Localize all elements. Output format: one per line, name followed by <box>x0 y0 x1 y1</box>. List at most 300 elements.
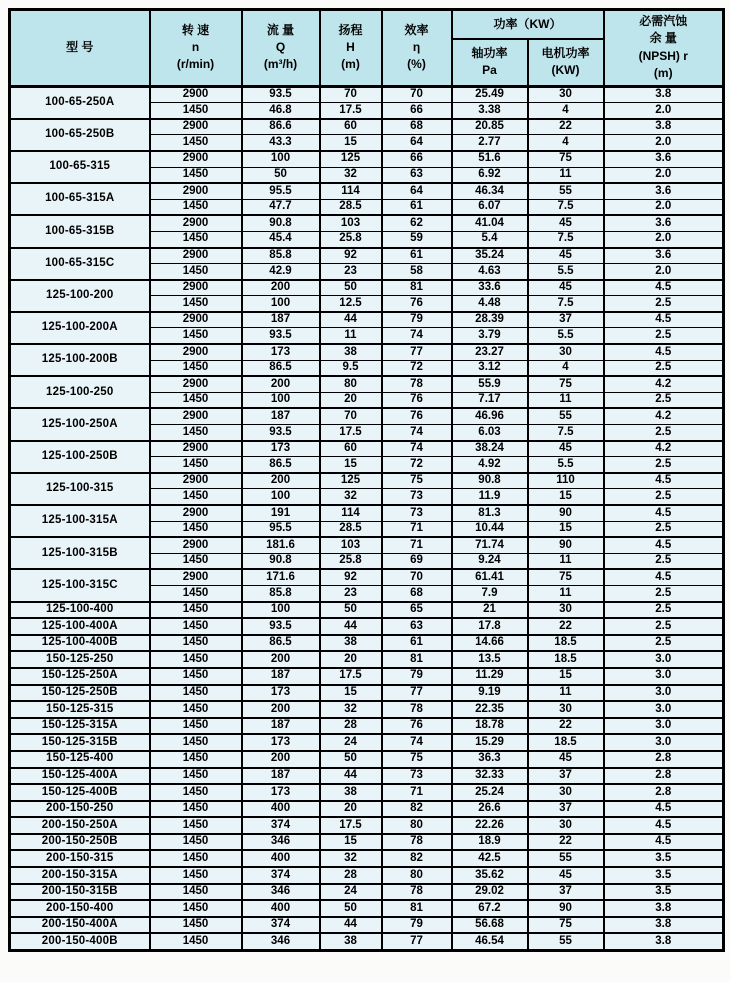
model-cell: 100-65-315C <box>10 248 150 280</box>
model-cell: 150-125-315A <box>10 718 150 735</box>
header-symbol: n <box>191 40 200 55</box>
data-cell: 60 <box>320 441 382 457</box>
data-cell: 86.5 <box>242 635 320 652</box>
data-cell: 2900 <box>150 344 242 360</box>
data-cell: 32.33 <box>452 768 528 785</box>
data-cell: 82 <box>382 801 452 818</box>
data-cell: 86.6 <box>242 119 320 135</box>
data-cell: 45 <box>528 280 604 296</box>
data-cell: 11 <box>528 685 604 702</box>
data-cell: 80 <box>382 817 452 834</box>
data-cell: 42.9 <box>242 264 320 280</box>
data-cell: 3.8 <box>604 86 724 103</box>
data-cell: 20 <box>320 801 382 818</box>
data-cell: 20 <box>320 392 382 408</box>
header-label: 型 号 <box>66 40 94 55</box>
table-row <box>10 734 724 751</box>
data-cell: 65 <box>382 602 452 619</box>
data-cell: 17.8 <box>452 618 528 635</box>
data-cell: 45.4 <box>242 231 320 247</box>
data-cell: 41.04 <box>452 215 528 231</box>
data-cell: 28.5 <box>320 199 382 215</box>
data-cell: 2.0 <box>604 135 724 151</box>
data-cell: 18.9 <box>452 834 528 851</box>
table-row <box>10 215 724 231</box>
data-cell: 74 <box>382 441 452 457</box>
data-cell: 3.8 <box>604 119 724 135</box>
data-cell: 75 <box>528 376 604 392</box>
data-cell: 2900 <box>150 119 242 135</box>
data-cell: 81 <box>382 651 452 668</box>
data-cell: 18.5 <box>528 734 604 751</box>
data-cell: 78 <box>382 884 452 901</box>
data-cell: 1450 <box>150 850 242 867</box>
data-cell: 6.92 <box>452 167 528 183</box>
data-cell: 50 <box>320 280 382 296</box>
data-cell: 14.66 <box>452 635 528 652</box>
data-cell: 3.6 <box>604 248 724 264</box>
data-cell: 1450 <box>150 933 242 950</box>
data-cell: 50 <box>320 751 382 768</box>
model-cell: 200-150-250 <box>10 801 150 818</box>
data-cell: 100 <box>242 296 320 312</box>
data-cell: 9.5 <box>320 360 382 376</box>
table-row <box>10 751 724 768</box>
data-cell: 20.85 <box>452 119 528 135</box>
header-symbol: (NPSH) r <box>638 48 688 63</box>
data-cell: 1450 <box>150 884 242 901</box>
table-row <box>10 183 724 199</box>
data-cell: 187 <box>242 408 320 424</box>
data-cell: 90.8 <box>242 215 320 231</box>
data-cell: 74 <box>382 734 452 751</box>
table-row <box>10 248 724 264</box>
data-cell: 10.44 <box>452 521 528 537</box>
data-cell: 2.5 <box>604 296 724 312</box>
data-cell: 61.41 <box>452 569 528 585</box>
data-cell: 95.5 <box>242 183 320 199</box>
data-cell: 32 <box>320 167 382 183</box>
model-cell: 125-100-250B <box>10 441 150 473</box>
data-cell: 30 <box>528 86 604 103</box>
model-cell: 150-125-400A <box>10 768 150 785</box>
model-cell: 125-100-315 <box>10 473 150 505</box>
data-cell: 24 <box>320 734 382 751</box>
data-cell: 4.5 <box>604 834 724 851</box>
col-header-head <box>320 10 382 87</box>
data-cell: 110 <box>528 473 604 489</box>
data-cell: 1450 <box>150 296 242 312</box>
data-cell: 95.5 <box>242 521 320 537</box>
data-cell: 4.5 <box>604 817 724 834</box>
data-cell: 200 <box>242 376 320 392</box>
data-cell: 3.0 <box>604 718 724 735</box>
model-cell: 200-150-315 <box>10 850 150 867</box>
data-cell: 2.5 <box>604 457 724 473</box>
table-row <box>10 312 724 328</box>
header-symbol: H <box>346 40 355 55</box>
header-unit: (m) <box>341 57 360 72</box>
data-cell: 63 <box>382 618 452 635</box>
data-cell: 2900 <box>150 569 242 585</box>
model-cell: 125-100-315A <box>10 505 150 537</box>
table-row <box>10 537 724 553</box>
data-cell: 2.0 <box>604 231 724 247</box>
table-row <box>10 817 724 834</box>
data-cell: 93.5 <box>242 328 320 344</box>
data-cell: 200 <box>242 280 320 296</box>
data-cell: 86.5 <box>242 457 320 473</box>
data-cell: 173 <box>242 685 320 702</box>
data-cell: 181.6 <box>242 537 320 553</box>
data-cell: 1450 <box>150 392 242 408</box>
data-cell: 4.2 <box>604 408 724 424</box>
data-cell: 30 <box>528 701 604 718</box>
data-cell: 187 <box>242 312 320 328</box>
data-cell: 114 <box>320 505 382 521</box>
data-cell: 15 <box>320 834 382 851</box>
data-cell: 80 <box>320 376 382 392</box>
table-row <box>10 884 724 901</box>
data-cell: 90 <box>528 900 604 917</box>
data-cell: 1450 <box>150 768 242 785</box>
data-cell: 71.74 <box>452 537 528 553</box>
model-cell: 125-100-250 <box>10 376 150 408</box>
data-cell: 11 <box>528 585 604 601</box>
col-header-speed <box>150 10 242 87</box>
table-row <box>10 473 724 489</box>
data-cell: 92 <box>320 248 382 264</box>
data-cell: 50 <box>242 167 320 183</box>
data-cell: 125 <box>320 473 382 489</box>
data-cell: 44 <box>320 618 382 635</box>
data-cell: 46.96 <box>452 408 528 424</box>
data-cell: 22 <box>528 718 604 735</box>
data-cell: 374 <box>242 917 320 934</box>
data-cell: 3.12 <box>452 360 528 376</box>
data-cell: 78 <box>382 834 452 851</box>
data-cell: 7.17 <box>452 392 528 408</box>
data-cell: 45 <box>528 441 604 457</box>
data-cell: 35.62 <box>452 867 528 884</box>
data-cell: 76 <box>382 718 452 735</box>
data-cell: 3.5 <box>604 850 724 867</box>
header-unit: (m³/h) <box>263 57 298 72</box>
data-cell: 2.0 <box>604 199 724 215</box>
data-cell: 72 <box>382 457 452 473</box>
data-cell: 1450 <box>150 199 242 215</box>
header-unit: (%) <box>407 57 426 72</box>
data-cell: 86.5 <box>242 360 320 376</box>
table-row <box>10 151 724 167</box>
data-cell: 76 <box>382 392 452 408</box>
table-row <box>10 718 724 735</box>
data-cell: 1450 <box>150 718 242 735</box>
data-cell: 51.6 <box>452 151 528 167</box>
data-cell: 200 <box>242 701 320 718</box>
data-cell: 1450 <box>150 425 242 441</box>
data-cell: 1450 <box>150 651 242 668</box>
data-cell: 12.5 <box>320 296 382 312</box>
data-cell: 93.5 <box>242 86 320 103</box>
model-cell: 200-150-250A <box>10 817 150 834</box>
col-header-shaft-power <box>452 39 528 86</box>
data-cell: 17.5 <box>320 103 382 119</box>
data-cell: 374 <box>242 867 320 884</box>
data-cell: 30 <box>528 602 604 619</box>
data-cell: 93.5 <box>242 618 320 635</box>
data-cell: 4.5 <box>604 569 724 585</box>
data-cell: 4 <box>528 103 604 119</box>
data-cell: 2.5 <box>604 585 724 601</box>
data-cell: 42.5 <box>452 850 528 867</box>
data-cell: 77 <box>382 685 452 702</box>
data-cell: 75 <box>528 151 604 167</box>
data-cell: 79 <box>382 668 452 685</box>
data-cell: 3.8 <box>604 917 724 934</box>
data-cell: 37 <box>528 801 604 818</box>
data-cell: 187 <box>242 718 320 735</box>
header-symbol: Q <box>275 40 286 55</box>
col-header-flow <box>242 10 320 87</box>
col-header-efficiency <box>382 10 452 87</box>
data-cell: 200 <box>242 651 320 668</box>
table-row <box>10 441 724 457</box>
data-cell: 68 <box>382 119 452 135</box>
data-cell: 3.0 <box>604 701 724 718</box>
data-cell: 2.5 <box>604 553 724 569</box>
data-cell: 11 <box>528 167 604 183</box>
data-cell: 28 <box>320 867 382 884</box>
data-cell: 38.24 <box>452 441 528 457</box>
data-cell: 1450 <box>150 553 242 569</box>
data-cell: 63 <box>382 167 452 183</box>
data-cell: 46.8 <box>242 103 320 119</box>
data-cell: 1450 <box>150 784 242 801</box>
header-label: 效率 <box>404 22 429 37</box>
data-cell: 73 <box>382 489 452 505</box>
data-cell: 187 <box>242 668 320 685</box>
data-cell: 68 <box>382 585 452 601</box>
data-cell: 11.29 <box>452 668 528 685</box>
data-cell: 15 <box>320 685 382 702</box>
data-cell: 25.8 <box>320 553 382 569</box>
data-cell: 1450 <box>150 618 242 635</box>
data-cell: 4 <box>528 360 604 376</box>
data-cell: 17.5 <box>320 425 382 441</box>
data-cell: 1450 <box>150 264 242 280</box>
data-cell: 1450 <box>150 867 242 884</box>
data-cell: 2.5 <box>604 392 724 408</box>
data-cell: 70 <box>382 569 452 585</box>
data-cell: 92 <box>320 569 382 585</box>
data-cell: 47.7 <box>242 199 320 215</box>
data-cell: 18.78 <box>452 718 528 735</box>
data-cell: 15 <box>528 668 604 685</box>
model-cell: 100-65-315A <box>10 183 150 215</box>
data-cell: 76 <box>382 408 452 424</box>
data-cell: 62 <box>382 215 452 231</box>
data-cell: 29.02 <box>452 884 528 901</box>
data-cell: 100 <box>242 602 320 619</box>
model-cell: 125-100-315C <box>10 569 150 601</box>
data-cell: 5.4 <box>452 231 528 247</box>
data-cell: 11 <box>528 553 604 569</box>
data-cell: 4.5 <box>604 473 724 489</box>
data-cell: 90 <box>528 505 604 521</box>
table-row <box>10 701 724 718</box>
data-cell: 1450 <box>150 917 242 934</box>
data-cell: 22 <box>528 119 604 135</box>
model-cell: 125-100-200 <box>10 280 150 312</box>
data-cell: 1450 <box>150 602 242 619</box>
data-cell: 26.6 <box>452 801 528 818</box>
data-cell: 7.5 <box>528 425 604 441</box>
data-cell: 100 <box>242 489 320 505</box>
data-cell: 4.92 <box>452 457 528 473</box>
data-cell: 200 <box>242 473 320 489</box>
data-cell: 69 <box>382 553 452 569</box>
table-row <box>10 685 724 702</box>
data-cell: 114 <box>320 183 382 199</box>
data-cell: 1450 <box>150 900 242 917</box>
data-cell: 22 <box>528 618 604 635</box>
data-cell: 78 <box>382 376 452 392</box>
data-cell: 3.8 <box>604 933 724 950</box>
data-cell: 38 <box>320 784 382 801</box>
data-cell: 3.0 <box>604 668 724 685</box>
data-cell: 1450 <box>150 801 242 818</box>
model-cell: 150-125-250 <box>10 651 150 668</box>
data-cell: 3.0 <box>604 651 724 668</box>
data-cell: 81.3 <box>452 505 528 521</box>
data-cell: 70 <box>320 408 382 424</box>
model-cell: 150-125-315 <box>10 701 150 718</box>
data-cell: 77 <box>382 344 452 360</box>
data-cell: 77 <box>382 933 452 950</box>
data-cell: 23.27 <box>452 344 528 360</box>
data-cell: 81 <box>382 900 452 917</box>
table-row <box>10 850 724 867</box>
model-cell: 125-100-200A <box>10 312 150 344</box>
data-cell: 30 <box>528 784 604 801</box>
data-cell: 3.8 <box>604 900 724 917</box>
data-cell: 1450 <box>150 521 242 537</box>
data-cell: 2900 <box>150 248 242 264</box>
data-cell: 37 <box>528 768 604 785</box>
model-cell: 150-125-250A <box>10 668 150 685</box>
data-cell: 38 <box>320 933 382 950</box>
data-cell: 2900 <box>150 537 242 553</box>
data-cell: 75 <box>528 569 604 585</box>
data-cell: 2900 <box>150 183 242 199</box>
data-cell: 100 <box>242 392 320 408</box>
data-cell: 70 <box>382 86 452 103</box>
table-row <box>10 867 724 884</box>
data-cell: 18.5 <box>528 651 604 668</box>
data-cell: 44 <box>320 312 382 328</box>
data-cell: 28.39 <box>452 312 528 328</box>
data-cell: 45 <box>528 751 604 768</box>
data-cell: 46.54 <box>452 933 528 950</box>
data-cell: 45 <box>528 248 604 264</box>
data-cell: 1450 <box>150 457 242 473</box>
data-cell: 4.5 <box>604 344 724 360</box>
data-cell: 6.03 <box>452 425 528 441</box>
data-cell: 55 <box>528 850 604 867</box>
header-label: 余 量 <box>649 31 677 46</box>
data-cell: 64 <box>382 183 452 199</box>
data-cell: 28.5 <box>320 521 382 537</box>
data-cell: 2.5 <box>604 328 724 344</box>
data-cell: 43.3 <box>242 135 320 151</box>
data-cell: 25.8 <box>320 231 382 247</box>
data-cell: 61 <box>382 199 452 215</box>
data-cell: 61 <box>382 635 452 652</box>
model-cell: 200-150-315B <box>10 884 150 901</box>
data-cell: 171.6 <box>242 569 320 585</box>
data-cell: 90.8 <box>242 553 320 569</box>
data-cell: 18.5 <box>528 635 604 652</box>
data-cell: 21 <box>452 602 528 619</box>
data-cell: 2.5 <box>604 360 724 376</box>
data-cell: 78 <box>382 701 452 718</box>
data-cell: 9.19 <box>452 685 528 702</box>
data-cell: 66 <box>382 103 452 119</box>
data-cell: 37 <box>528 884 604 901</box>
data-cell: 82 <box>382 850 452 867</box>
model-cell: 150-125-400B <box>10 784 150 801</box>
data-cell: 24 <box>320 884 382 901</box>
data-cell: 32 <box>320 850 382 867</box>
data-cell: 6.07 <box>452 199 528 215</box>
model-cell: 100-65-315B <box>10 215 150 247</box>
data-cell: 1450 <box>150 751 242 768</box>
data-cell: 5.5 <box>528 457 604 473</box>
data-cell: 50 <box>320 900 382 917</box>
header-symbol: η <box>412 40 421 55</box>
data-cell: 2900 <box>150 280 242 296</box>
data-cell: 7.5 <box>528 296 604 312</box>
data-cell: 5.5 <box>528 328 604 344</box>
data-cell: 2.0 <box>604 167 724 183</box>
data-cell: 2.5 <box>604 635 724 652</box>
header-label: 必需汽蚀 <box>639 14 688 28</box>
data-cell: 1450 <box>150 167 242 183</box>
table-row <box>10 408 724 424</box>
data-cell: 1450 <box>150 489 242 505</box>
table-row <box>10 376 724 392</box>
data-cell: 67.2 <box>452 900 528 917</box>
data-cell: 55 <box>528 408 604 424</box>
data-cell: 2900 <box>150 473 242 489</box>
data-cell: 90 <box>528 537 604 553</box>
data-cell: 1450 <box>150 360 242 376</box>
data-cell: 30 <box>528 817 604 834</box>
table-row <box>10 86 724 103</box>
data-cell: 50 <box>320 602 382 619</box>
data-cell: 1450 <box>150 685 242 702</box>
data-cell: 85.8 <box>242 585 320 601</box>
data-cell: 15 <box>528 489 604 505</box>
col-header-model <box>10 10 150 87</box>
data-cell: 55.9 <box>452 376 528 392</box>
table-row <box>10 505 724 521</box>
data-cell: 23 <box>320 585 382 601</box>
data-cell: 1450 <box>150 328 242 344</box>
model-cell: 100-65-250B <box>10 119 150 151</box>
data-cell: 55 <box>528 933 604 950</box>
